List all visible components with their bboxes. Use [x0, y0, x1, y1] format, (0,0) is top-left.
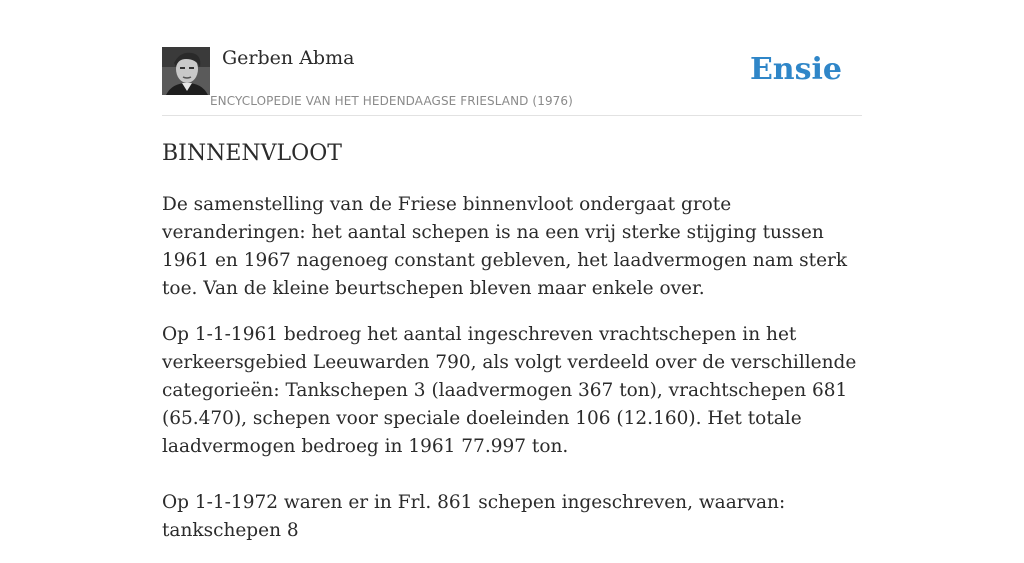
article-body — [162, 139, 862, 563]
author-portrait-icon — [162, 47, 210, 95]
author-avatar[interactable] — [162, 47, 210, 95]
article-paragraph: Op 1-1-1972 waren er in Frl. 861 schepen ingeschreven, waarvan: tankschepen 8 — [162, 492, 786, 541]
article-paragraph: Op 1-1-1961 bedroeg het aantal ingeschreven vrachtschepen in het verkeersgebied Leeuwarden 790, als volgt verdeeld over de verschillende categorieën: Tankschepen 3 (laadvermogen 367 ton), vrachtschepen 681 (65.470), schepen voor speciale doeleinden 106 (12.160). Het totale laadvermogen bedroeg in 1961 77.997 ton. — [162, 324, 857, 457]
author-name[interactable]: Gerben Abma — [222, 47, 355, 69]
article-header — [162, 46, 862, 116]
article-paragraph: De samenstelling van de Friese binnenvloot ondergaat grote veranderingen: het aantal schepen is na een vrij sterke stijging tussen 1961 en 1967 nagenoeg constant gebleven, het laadvermogen nam sterk toe. Van de kleine beurtschepen bleven maar enkele over. — [162, 194, 848, 299]
article-title: BINNENVLOOT — [162, 141, 342, 166]
ensie-logo[interactable]: Ensie — [749, 52, 842, 87]
source-publication[interactable]: ENCYCLOPEDIE VAN HET HEDENDAAGSE FRIESLAND (1976) — [210, 94, 573, 108]
